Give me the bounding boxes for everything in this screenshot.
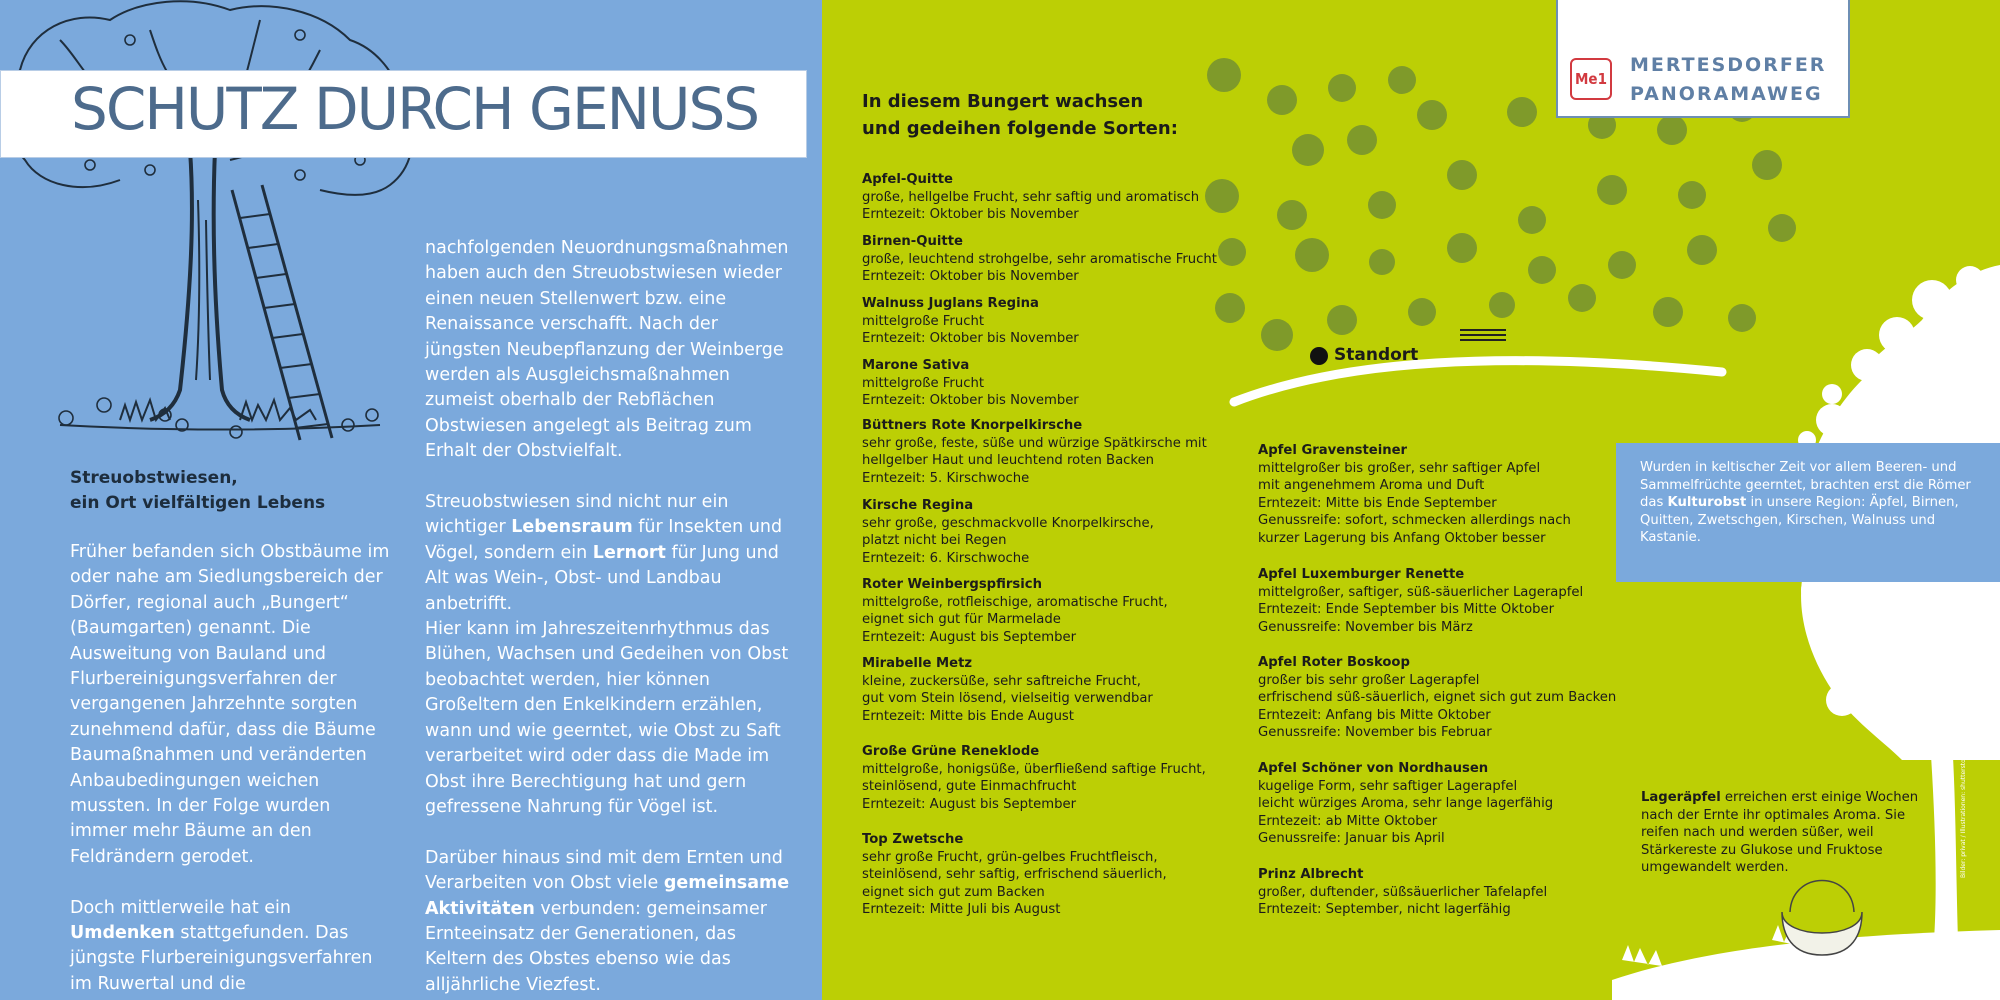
variety-detail: Erntezeit: Oktober bis November — [862, 269, 1079, 285]
section-heading — [70, 466, 325, 517]
variety-detail: Erntezeit: September, nicht lagerfähig — [1258, 902, 1511, 918]
bench-icon — [1460, 339, 1506, 341]
image-credit: Bilder: privat / Illustrationen: shutterstock.com — [1960, 737, 1967, 878]
variety-detail: großer bis sehr großer Lagerapfel — [1258, 672, 1480, 688]
variety-name: Große Grüne Reneklode — [862, 744, 1040, 759]
variety-detail: großer, duftender, süßsäuerlicher Tafelapfel — [1258, 884, 1548, 900]
variety-name: Apfel Schöner von Nordhausen — [1258, 761, 1489, 776]
variety-detail: kleine, zuckersüße, sehr saftreiche Frucht, — [862, 673, 1141, 689]
variety-name: Marone Sativa — [862, 358, 970, 373]
variety-item — [1258, 442, 1571, 548]
variety-detail: Genussreife: November bis Februar — [1258, 725, 1492, 741]
info-text — [1640, 459, 1990, 547]
variety-item — [1258, 566, 1583, 636]
text: erreichen erst einige Wochen nach der Ernte ihr optimales Aroma. Sie reifen nach und werden süßer, weil Stärkereste zu Glukose und Fruktose umgewandelt werden. — [1641, 790, 1919, 876]
logo-text-line1: MERTESDORFER — [1630, 54, 1827, 76]
variety-detail: mittelgroßer bis großer, sehr saftiger Apfel — [1258, 460, 1541, 476]
text: Streuobstwiesen sind nicht nur ein wichtiger — [425, 492, 729, 538]
variety-detail: große, leuchtend strohgelbe, sehr aromatische Frucht — [862, 251, 1217, 267]
variety-item — [862, 233, 1217, 286]
info-box — [1616, 443, 2000, 582]
variety-item — [862, 357, 1079, 410]
variety-name: Büttners Rote Knorpelkirsche — [862, 418, 1083, 433]
text: Wurden in keltischer Zeit vor allem Beeren- und Sammelfrüchte geerntet, brachten erst die Römer das — [1640, 460, 1971, 511]
paragraph: nachfolgenden Neuordnungsmaßnahmen haben auch den Streuobstwiesen wieder einen neuen Stellenwert bzw. eine Renaissance verschafft. Nach der jüngsten Neubepflanzung der Weinberge werden als Ausgleichsmaßnahmen zumeist oberhalb der Rebflächen Obstwiesen angelegt als Beitrag zum Erhalt der Obstvielfalt. — [425, 238, 789, 462]
variety-detail: Erntezeit: Mitte bis Ende August — [862, 708, 1074, 724]
text: Doch mittlerweile hat ein — [70, 897, 292, 918]
variety-detail: kugelige Form, sehr saftiger Lagerapfel — [1258, 778, 1518, 794]
page-title: SCHUTZ DURCH GENUSS — [71, 75, 759, 143]
emphasis: Kulturobst — [1667, 495, 1747, 511]
variety-detail: Erntezeit: Oktober bis November — [862, 207, 1079, 223]
text-column-1 — [70, 540, 390, 997]
variety-detail: sehr große, feste, süße und würzige Spätkirsche mit — [862, 435, 1207, 451]
variety-detail: große, hellgelbe Frucht, sehr saftig und aromatisch — [862, 189, 1200, 205]
variety-detail: Erntezeit: Mitte bis Ende September — [1258, 495, 1497, 511]
variety-detail: platzt nicht bei Regen — [862, 533, 1007, 549]
heading-line2: und gedeihen folgende Sorten: — [862, 118, 1178, 139]
variety-detail: Genussreife: November bis März — [1258, 619, 1473, 635]
variety-list-heading — [862, 88, 1178, 142]
paragraph: Hier kann im Jahreszeitenrhythmus das Blühen, Wachsen und Gedeihen von Obst beobachtet werden, hier können Großeltern den Enkelkindern erzählen, wann und wie geerntet, wie Obst zu Saft verarbeitet wird oder dass die Made im Obst ihre Berechtigung hat und gern gefressene Nahrung für Vögel ist. — [425, 619, 789, 817]
variety-detail: sehr große, geschmackvolle Knorpelkirsche, — [862, 515, 1154, 531]
variety-detail: hellgelber Haut und leuchtend roten Backen — [862, 453, 1155, 469]
variety-detail: gut vom Stein lösend, vielseitig verwendbar — [862, 691, 1153, 707]
emphasis: Umdenken — [70, 923, 175, 944]
variety-detail: Erntezeit: Oktober bis November — [862, 393, 1079, 409]
variety-item — [862, 295, 1079, 348]
emphasis: gemeinsame Aktivitäten — [425, 873, 790, 919]
logo-text-line2: PANORAMAWEG — [1630, 83, 1823, 105]
logo-mark-text: Me1 — [1575, 70, 1607, 88]
section-heading-line1: Streuobstwiesen, — [70, 468, 238, 488]
text: für Jung und Alt was Wein-, Obst- und Landbau anbetrifft. — [425, 542, 779, 614]
variety-detail: mittelgroße, rotfleischige, aromatische Frucht, — [862, 594, 1168, 610]
emphasis: Lebensraum — [511, 517, 633, 538]
variety-item — [862, 831, 1167, 919]
variety-name: Birnen-Quitte — [862, 234, 963, 249]
variety-detail: Erntezeit: Ende September bis Mitte Oktober — [1258, 602, 1555, 618]
emphasis: Lageräpfel — [1641, 790, 1721, 805]
variety-item — [1258, 760, 1553, 848]
variety-detail: sehr große Frucht, grün-gelbes Fruchtfleisch, — [862, 849, 1158, 865]
variety-detail: Erntezeit: 5. Kirschwoche — [862, 470, 1030, 486]
variety-detail: Genussreife: sofort, schmecken allerdings nach — [1258, 513, 1571, 529]
variety-detail: Erntezeit: 6. Kirschwoche — [862, 550, 1030, 566]
variety-detail: Erntezeit: August bis September — [862, 796, 1077, 812]
variety-detail: kurzer Lagerung bis Anfang Oktober besser — [1258, 530, 1546, 546]
paragraph: Früher befanden sich Obstbäume im oder nahe am Siedlungsbereich der Dörfer, regional auch „Bungert“ (Baumgarten) genannt. Die Ausweitung von Bauland und Flurbereinigungsverfahren der vergangenen Jahrzehnte sorgten zunehmend dafür, dass die Bäume Baumaßnahmen und veränderten Anbaubedingungen weichen mussten. In der Folge wurden immer mehr Bäume an den Feldrändern gerodet. — [70, 542, 390, 867]
variety-item — [862, 576, 1168, 646]
variety-name: Kirsche Regina — [862, 498, 974, 513]
variety-detail: mit angenehmem Aroma und Duft — [1258, 478, 1485, 494]
variety-name: Apfel Gravensteiner — [1258, 443, 1408, 458]
variety-detail: Genussreife: Januar bis April — [1258, 831, 1445, 847]
logo-mark — [1570, 58, 1612, 100]
variety-detail: eignet sich gut für Marmelade — [862, 612, 1061, 628]
text: Darüber hinaus sind mit dem Ernten und Verarbeiten von Obst viele — [425, 847, 783, 894]
variety-detail: steinlösend, gute Einmachfrucht — [862, 779, 1077, 795]
text: stattgefunden. Das jüngste Flurbereinigungsverfahren im Ruwertal und die — [70, 923, 373, 994]
variety-name: Apfel Roter Boskoop — [1258, 655, 1410, 670]
variety-item — [862, 417, 1207, 487]
variety-name: Prinz Albrecht — [1258, 867, 1364, 882]
text: für Insekten und Vögel, sondern ein — [425, 517, 783, 563]
storage-apple-note — [1641, 789, 1931, 877]
paragraph — [425, 846, 795, 998]
variety-name: Apfel-Quitte — [862, 172, 953, 187]
variety-detail: leicht würziges Aroma, sehr lange lagerfähig — [1258, 796, 1554, 812]
variety-name: Top Zwetsche — [862, 832, 964, 847]
variety-item — [862, 497, 1154, 567]
variety-detail: mittelgroßer, saftiger, süß-säuerlicher Lagerapfel — [1258, 584, 1584, 600]
variety-detail: mittelgroße Frucht — [862, 313, 984, 329]
text: in unsere Region: Äpfel, Birnen, Quitten, Zwetschgen, Kirschen, Walnuss und Kastanie. — [1640, 495, 1959, 546]
variety-item — [862, 171, 1199, 224]
paragraph — [70, 896, 390, 998]
variety-name: Mirabelle Metz — [862, 656, 973, 671]
text-column-2 — [425, 236, 795, 998]
logo — [1556, 0, 1850, 118]
variety-detail: Erntezeit: August bis September — [862, 629, 1077, 645]
emphasis: Lernort — [592, 542, 666, 563]
variety-item — [1258, 866, 1547, 919]
variety-detail: Erntezeit: Oktober bis November — [862, 331, 1079, 347]
title-banner — [0, 70, 807, 158]
variety-item — [1258, 654, 1616, 742]
location-marker — [1310, 347, 1328, 365]
variety-name: Apfel Luxemburger Renette — [1258, 567, 1465, 582]
paragraph — [425, 490, 795, 617]
variety-detail: mittelgroße, honigsüße, überfließend saftige Frucht, — [862, 761, 1206, 777]
variety-detail: mittelgroße Frucht — [862, 375, 984, 391]
bench-icon — [1460, 329, 1506, 331]
variety-detail: Erntezeit: Anfang bis Mitte Oktober — [1258, 707, 1491, 723]
text: verbunden: gemeinsamer Ernteeinsatz der Generationen, das Keltern des Obstes ebenso wie das alljährliche Viezfest. — [425, 898, 767, 995]
variety-detail: steinlösend, sehr saftig, erfrischend säuerlich, — [862, 867, 1167, 883]
variety-name: Roter Weinbergspfirsich — [862, 577, 1042, 592]
variety-detail: eignet sich gut zum Backen — [862, 884, 1045, 900]
variety-name: Walnuss Juglans Regina — [862, 296, 1039, 311]
variety-item — [862, 655, 1153, 725]
variety-detail: Erntezeit: ab Mitte Oktober — [1258, 813, 1438, 829]
variety-detail: erfrischend süß-säuerlich, eignet sich gut zum Backen — [1258, 690, 1617, 706]
section-heading-line2: ein Ort vielfältigen Lebens — [70, 493, 326, 514]
location-label: Standort — [1334, 345, 1419, 365]
heading-line1: In diesem Bungert wachsen — [862, 91, 1144, 112]
variety-item — [862, 743, 1206, 813]
apple-tree-ladder-illustration — [0, 0, 440, 460]
bench-icon — [1460, 334, 1506, 336]
variety-detail: Erntezeit: Mitte Juli bis August — [862, 902, 1061, 918]
